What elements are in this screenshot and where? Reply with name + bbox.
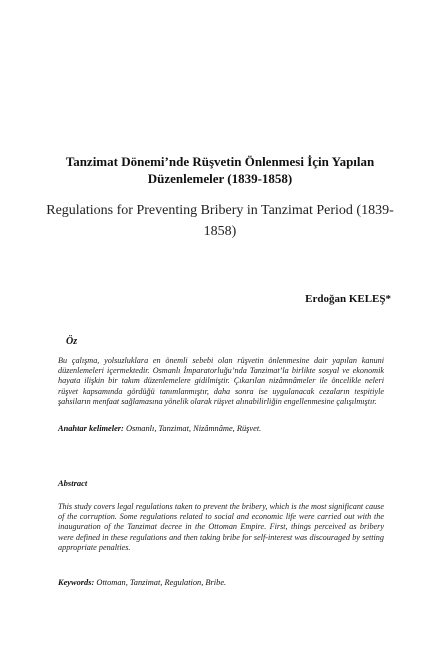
- english-abstract-text: This study covers legal regulations taken to prevent the bribery, which is the most significant cause of the corruption. Some regulations related to social and economic life were carried out with the inauguration of the Tanzimat decree in the Ottoman Empire. First, things perceived as bribery were defined in these regulations and then taking bribe for self-interest was discouraged by setting appropriate penalties.: [58, 502, 384, 552]
- author-name: Erdoğan KELEŞ*: [305, 293, 391, 305]
- paper-title-english: Regulations for Preventing Bribery in Tanzimat Period (1839-1858): [46, 203, 394, 239]
- turkish-abstract-text: Bu çalışma, yolsuzluklara en önemli sebebi olan rüşvetin önlenmesine dair yapılan kanuni düzenlemeleri içermektedir. Osmanlı İmparatorluğu’nda Tanzimat’la birlikte sosyal ve ekonomik hayata ilişkin bir takım düzenlemelere gidilmiştir. Çıkarılan nizâmnâmeler ile öncelikle neleri rüşvet kapsamında gördüğü tanımlanmıştır, daha sonra ise uygulanacak cezaların tespitiyle şahsiların menfaat sağlamasına yönelik olarak rüşvet alınabilirliğin engellenmesine çalışılmıştır.: [58, 356, 384, 406]
- paper-title-turkish: Tanzimat Dönemi’nde Rüşvetin Önlenmesi İçin Yapılan Düzenlemeler (1839-1858): [65, 154, 375, 186]
- english-keywords-label: Keywords:: [58, 578, 95, 587]
- english-abstract-heading: Abstract: [58, 478, 88, 488]
- turkish-abstract-heading: Öz: [66, 336, 78, 347]
- turkish-keywords-list: Osmanlı, Tanzimat, Nizâmnâme, Rüşvet.: [125, 424, 262, 433]
- english-keywords-list: Ottoman, Tanzimat, Regulation, Bribe.: [96, 578, 227, 587]
- turkish-keywords: [58, 424, 384, 433]
- turkish-keywords-label: Anahtar kelimeler:: [58, 424, 124, 433]
- english-keywords: [58, 578, 384, 587]
